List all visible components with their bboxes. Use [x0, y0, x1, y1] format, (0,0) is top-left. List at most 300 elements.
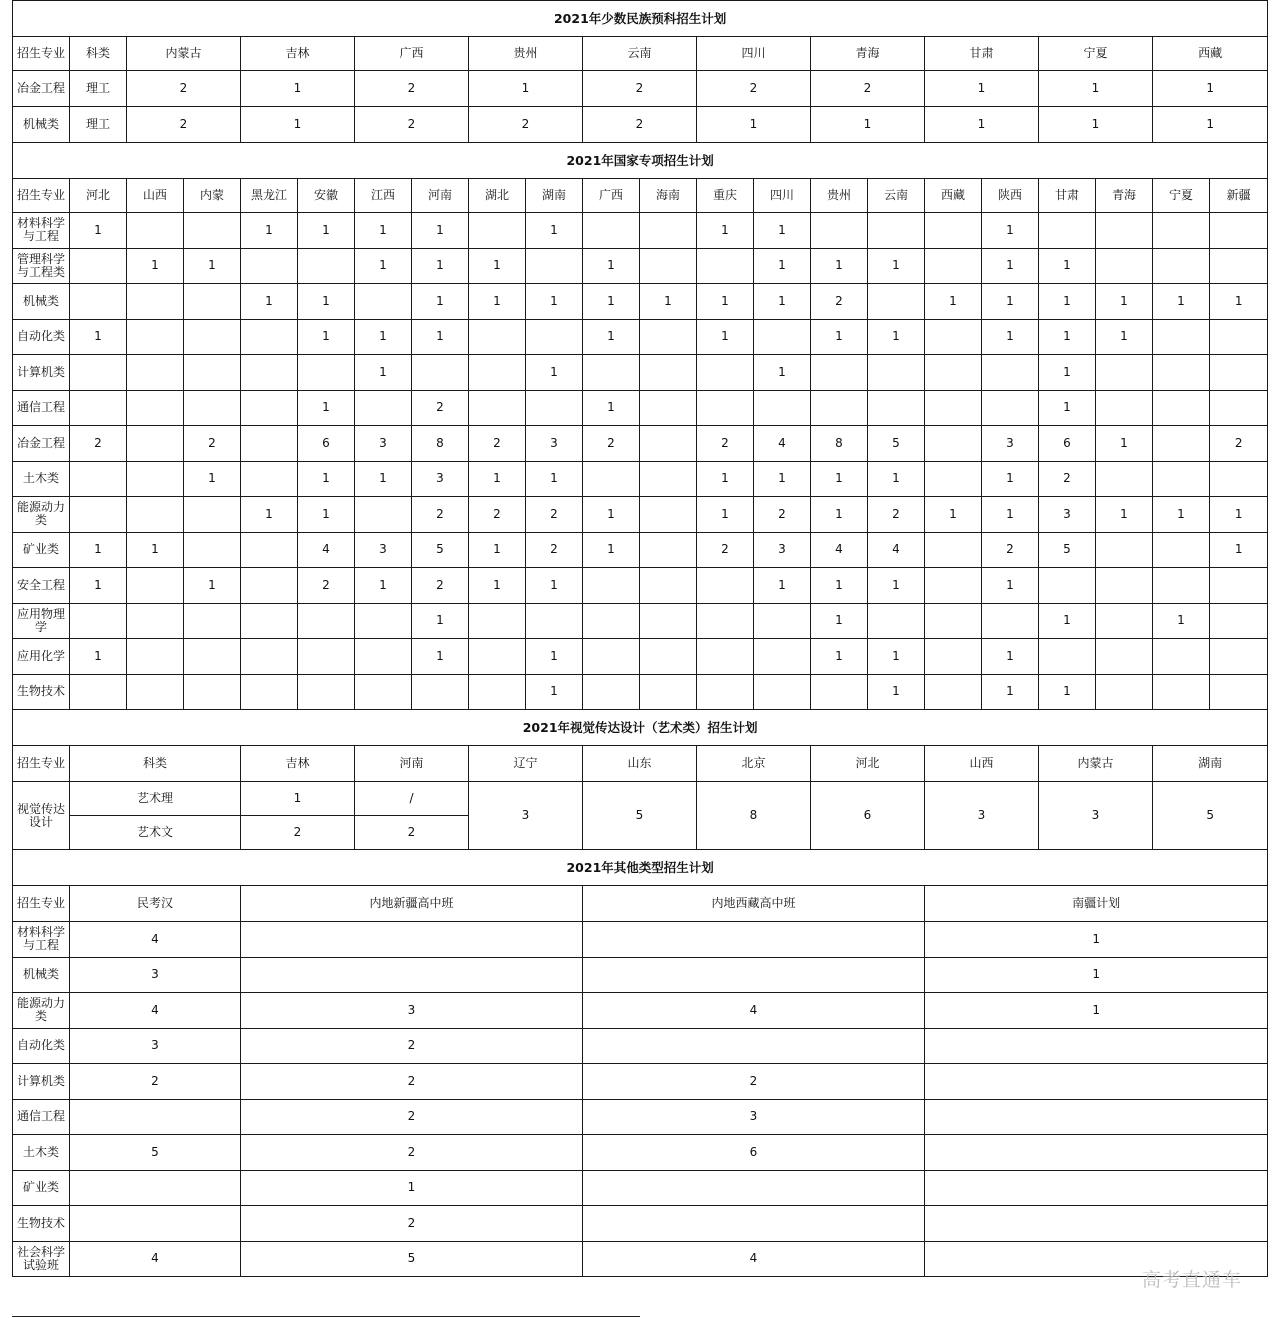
value-cell: 2 [241, 816, 355, 850]
value-cell: 1 [355, 461, 412, 497]
header-cell: 云南 [868, 179, 925, 213]
value-cell: 1 [811, 319, 868, 355]
value-cell [1153, 355, 1210, 391]
value-cell [1096, 390, 1153, 426]
value-cell [811, 355, 868, 391]
value-cell [412, 674, 469, 710]
table-body [13, 1, 1268, 1277]
table-row [13, 993, 1268, 1029]
value-cell [70, 1206, 241, 1242]
header-cell: 内蒙古 [127, 37, 241, 71]
value-cell: 8 [412, 426, 469, 462]
table-row [13, 248, 1268, 284]
value-cell: 2 [184, 426, 241, 462]
merged-value-cell: 8 [697, 782, 811, 850]
header-cell: 四川 [697, 37, 811, 71]
value-cell: 1 [982, 639, 1039, 675]
value-cell: 2 [982, 532, 1039, 568]
value-cell: 1 [982, 568, 1039, 604]
value-cell: 3 [754, 532, 811, 568]
value-cell: 2 [412, 390, 469, 426]
value-cell [1153, 568, 1210, 604]
major-cell: 矿业类 [13, 1170, 70, 1206]
value-cell [1153, 248, 1210, 284]
value-cell: 1 [1039, 603, 1096, 639]
value-cell: 4 [298, 532, 355, 568]
value-cell: 1 [697, 107, 811, 143]
value-cell: 2 [241, 1206, 583, 1242]
header-cell: 河北 [811, 746, 925, 782]
value-cell [1096, 639, 1153, 675]
value-cell: 2 [583, 1064, 925, 1100]
kelei-cell: 艺术理 [70, 782, 241, 816]
value-cell [1096, 461, 1153, 497]
header-cell: 河北 [70, 179, 127, 213]
value-cell [127, 284, 184, 320]
value-cell: 1 [754, 284, 811, 320]
merged-value-cell: 3 [925, 782, 1039, 850]
header-cell: 科类 [70, 746, 241, 782]
value-cell: 1 [526, 639, 583, 675]
value-cell: 3 [355, 426, 412, 462]
value-cell: 2 [868, 497, 925, 533]
value-cell: 1 [640, 284, 697, 320]
value-cell: 3 [1039, 497, 1096, 533]
value-cell [583, 603, 640, 639]
value-cell [127, 639, 184, 675]
value-cell: 1 [355, 355, 412, 391]
value-cell: 1 [298, 390, 355, 426]
value-cell: 1 [355, 248, 412, 284]
value-cell: 2 [697, 532, 754, 568]
header-cell: 安徽 [298, 179, 355, 213]
value-cell: 1 [241, 1170, 583, 1206]
value-cell: 1 [811, 603, 868, 639]
value-cell [1096, 248, 1153, 284]
table-row [13, 1206, 1268, 1242]
value-cell: 2 [1210, 426, 1268, 462]
value-cell: 3 [70, 1028, 241, 1064]
value-cell [754, 319, 811, 355]
value-cell [184, 603, 241, 639]
value-cell: 1 [697, 461, 754, 497]
merged-value-cell: 6 [811, 782, 925, 850]
value-cell [184, 213, 241, 249]
value-cell [469, 603, 526, 639]
admission-plan-page [12, 0, 1267, 1277]
value-cell: 1 [982, 497, 1039, 533]
major-cell: 能源动力类 [13, 497, 70, 533]
value-cell [127, 213, 184, 249]
value-cell [1210, 248, 1268, 284]
value-cell: 理工 [70, 107, 127, 143]
value-cell: 1 [70, 532, 127, 568]
value-cell: 2 [469, 107, 583, 143]
value-cell: 2 [697, 426, 754, 462]
value-cell [1153, 532, 1210, 568]
value-cell [925, 461, 982, 497]
value-cell [1153, 639, 1210, 675]
value-cell [1153, 390, 1210, 426]
value-cell [241, 461, 298, 497]
value-cell [1210, 319, 1268, 355]
value-cell: 1 [1096, 319, 1153, 355]
value-cell: 1 [697, 284, 754, 320]
value-cell [127, 674, 184, 710]
major-cell: 计算机类 [13, 1064, 70, 1100]
value-cell [127, 603, 184, 639]
header-row [13, 746, 1268, 782]
header-row [13, 37, 1268, 71]
value-cell [925, 1170, 1268, 1206]
header-cell: 青海 [811, 37, 925, 71]
value-cell: 4 [70, 1241, 241, 1277]
value-cell [868, 355, 925, 391]
merged-value-cell: 5 [583, 782, 697, 850]
value-cell: 1 [583, 248, 640, 284]
value-cell [925, 1028, 1268, 1064]
value-cell: 1 [697, 319, 754, 355]
value-cell: 4 [811, 532, 868, 568]
value-cell: 1 [526, 674, 583, 710]
value-cell: 1 [868, 461, 925, 497]
header-cell: 贵州 [811, 179, 868, 213]
value-cell [640, 497, 697, 533]
value-cell: 1 [469, 71, 583, 107]
value-cell [469, 639, 526, 675]
value-cell: 1 [526, 284, 583, 320]
value-cell [70, 1170, 241, 1206]
value-cell [754, 674, 811, 710]
value-cell [298, 603, 355, 639]
value-cell: 1 [925, 957, 1268, 993]
header-cell: 山东 [583, 746, 697, 782]
value-cell [184, 284, 241, 320]
table-row [13, 1170, 1268, 1206]
table-row [13, 213, 1268, 249]
value-cell: 1 [811, 497, 868, 533]
value-cell: 1 [241, 497, 298, 533]
value-cell: 1 [412, 248, 469, 284]
value-cell [1153, 674, 1210, 710]
value-cell [298, 355, 355, 391]
value-cell [184, 674, 241, 710]
value-cell: 1 [241, 782, 355, 816]
header-cell: 黑龙江 [241, 179, 298, 213]
value-cell [925, 1206, 1268, 1242]
value-cell: 1 [469, 568, 526, 604]
value-cell: 1 [925, 107, 1039, 143]
value-cell [640, 319, 697, 355]
value-cell: 1 [1153, 71, 1268, 107]
table-row [13, 674, 1268, 710]
value-cell: 2 [754, 497, 811, 533]
value-cell: 2 [355, 816, 469, 850]
section-title-row [13, 1, 1268, 37]
value-cell [1210, 603, 1268, 639]
value-cell [70, 1099, 241, 1135]
value-cell [925, 248, 982, 284]
value-cell [583, 355, 640, 391]
value-cell: 1 [526, 461, 583, 497]
value-cell: 1 [355, 213, 412, 249]
value-cell: 1 [1153, 284, 1210, 320]
value-cell: 1 [1210, 284, 1268, 320]
value-cell [241, 355, 298, 391]
value-cell: 2 [1039, 461, 1096, 497]
value-cell [127, 319, 184, 355]
value-cell: 1 [127, 532, 184, 568]
major-cell: 生物技术 [13, 1206, 70, 1242]
header-cell: 吉林 [241, 37, 355, 71]
value-cell [355, 284, 412, 320]
value-cell: 5 [70, 1135, 241, 1171]
value-cell: 1 [526, 355, 583, 391]
value-cell [754, 390, 811, 426]
table-row [13, 1241, 1268, 1277]
value-cell: 1 [298, 461, 355, 497]
header-cell: 科类 [70, 37, 127, 71]
major-cell: 能源动力类 [13, 993, 70, 1029]
value-cell [640, 248, 697, 284]
value-cell: 5 [868, 426, 925, 462]
value-cell [697, 390, 754, 426]
header-cell: 陕西 [982, 179, 1039, 213]
value-cell: 2 [412, 568, 469, 604]
value-cell: 1 [697, 213, 754, 249]
value-cell: 1 [811, 248, 868, 284]
value-cell [868, 213, 925, 249]
value-cell [925, 355, 982, 391]
value-cell [925, 1135, 1268, 1171]
table-row [13, 1099, 1268, 1135]
value-cell: 1 [754, 213, 811, 249]
table-row [13, 426, 1268, 462]
header-cell: 甘肃 [1039, 179, 1096, 213]
table-row [13, 957, 1268, 993]
value-cell: 1 [412, 639, 469, 675]
section-title: 2021年少数民族预科招生计划 [13, 1, 1268, 37]
value-cell: 1 [982, 319, 1039, 355]
header-cell: 招生专业 [13, 37, 70, 71]
value-cell: 1 [925, 993, 1268, 1029]
header-cell: 河南 [355, 746, 469, 782]
kelei-cell: 艺术文 [70, 816, 241, 850]
header-cell: 山西 [127, 179, 184, 213]
value-cell: 1 [70, 213, 127, 249]
table-row [13, 71, 1268, 107]
value-cell [298, 674, 355, 710]
value-cell [583, 957, 925, 993]
value-cell [583, 1206, 925, 1242]
value-cell [1210, 355, 1268, 391]
value-cell [583, 1170, 925, 1206]
value-cell: 1 [982, 461, 1039, 497]
header-cell: 西藏 [1153, 37, 1268, 71]
value-cell [1210, 461, 1268, 497]
value-cell: 5 [1039, 532, 1096, 568]
value-cell: 1 [1096, 284, 1153, 320]
header-cell: 西藏 [925, 179, 982, 213]
value-cell [925, 213, 982, 249]
major-cell: 视觉传达设计 [13, 782, 70, 850]
value-cell: 1 [526, 568, 583, 604]
header-cell: 招生专业 [13, 886, 70, 922]
value-cell [1039, 639, 1096, 675]
value-cell: 2 [469, 426, 526, 462]
value-cell [526, 319, 583, 355]
section-title-row [13, 143, 1268, 179]
value-cell [1096, 568, 1153, 604]
value-cell: 4 [583, 1241, 925, 1277]
value-cell [1096, 355, 1153, 391]
value-cell: 1 [925, 71, 1039, 107]
value-cell: 1 [469, 248, 526, 284]
value-cell: 2 [697, 71, 811, 107]
value-cell [925, 1064, 1268, 1100]
value-cell [811, 390, 868, 426]
value-cell: 1 [583, 497, 640, 533]
value-cell [1210, 674, 1268, 710]
header-cell: 宁夏 [1039, 37, 1153, 71]
value-cell [583, 922, 925, 958]
value-cell: 1 [1210, 532, 1268, 568]
header-cell: 山西 [925, 746, 1039, 782]
value-cell: 1 [241, 107, 355, 143]
header-cell: 湖南 [1153, 746, 1268, 782]
header-row [13, 179, 1268, 213]
value-cell [241, 568, 298, 604]
value-cell: 1 [811, 461, 868, 497]
header-cell: 内地西藏高中班 [583, 886, 925, 922]
value-cell [640, 674, 697, 710]
value-cell: 2 [70, 1064, 241, 1100]
value-cell: 2 [241, 1064, 583, 1100]
major-cell: 机械类 [13, 957, 70, 993]
value-cell: 1 [925, 284, 982, 320]
major-cell: 机械类 [13, 284, 70, 320]
value-cell [469, 213, 526, 249]
header-cell: 湖北 [469, 179, 526, 213]
value-cell [469, 319, 526, 355]
value-cell: 2 [583, 107, 697, 143]
value-cell [697, 639, 754, 675]
value-cell [469, 674, 526, 710]
value-cell: 2 [127, 71, 241, 107]
value-cell: 1 [754, 248, 811, 284]
value-cell [640, 213, 697, 249]
value-cell: 1 [355, 319, 412, 355]
value-cell: 1 [184, 568, 241, 604]
value-cell: 1 [412, 603, 469, 639]
value-cell: 1 [1039, 390, 1096, 426]
table-row [13, 1135, 1268, 1171]
major-cell: 土木类 [13, 1135, 70, 1171]
value-cell [1153, 461, 1210, 497]
value-cell [925, 426, 982, 462]
value-cell: 1 [868, 248, 925, 284]
value-cell: 1 [127, 248, 184, 284]
table-row [13, 319, 1268, 355]
value-cell: 4 [583, 993, 925, 1029]
value-cell: 3 [412, 461, 469, 497]
value-cell: 1 [1039, 319, 1096, 355]
value-cell: 1 [412, 319, 469, 355]
value-cell: 1 [241, 213, 298, 249]
value-cell [355, 674, 412, 710]
value-cell [241, 603, 298, 639]
value-cell: 1 [982, 213, 1039, 249]
value-cell [583, 1028, 925, 1064]
value-cell: 1 [469, 461, 526, 497]
value-cell [925, 319, 982, 355]
value-cell [925, 532, 982, 568]
value-cell [355, 497, 412, 533]
value-cell: 1 [982, 674, 1039, 710]
major-cell: 通信工程 [13, 390, 70, 426]
value-cell [241, 248, 298, 284]
major-cell: 应用化学 [13, 639, 70, 675]
value-cell: 4 [70, 922, 241, 958]
value-cell [640, 390, 697, 426]
value-cell [1096, 674, 1153, 710]
value-cell [640, 603, 697, 639]
value-cell [127, 390, 184, 426]
table-row [13, 284, 1268, 320]
value-cell [1210, 568, 1268, 604]
value-cell: 1 [1210, 497, 1268, 533]
value-cell [1210, 390, 1268, 426]
value-cell [184, 532, 241, 568]
value-cell [184, 355, 241, 391]
value-cell: 1 [298, 319, 355, 355]
value-cell: 2 [127, 107, 241, 143]
value-cell [1153, 213, 1210, 249]
value-cell [583, 639, 640, 675]
value-cell: 1 [184, 248, 241, 284]
value-cell: 1 [1153, 497, 1210, 533]
value-cell: 1 [70, 639, 127, 675]
major-cell: 机械类 [13, 107, 70, 143]
value-cell [811, 674, 868, 710]
value-cell [355, 390, 412, 426]
value-cell [412, 355, 469, 391]
table-row [13, 497, 1268, 533]
value-cell: 2 [583, 426, 640, 462]
value-cell [811, 213, 868, 249]
section-title: 2021年视觉传达设计（艺术类）招生计划 [13, 710, 1268, 746]
value-cell [70, 248, 127, 284]
major-cell: 土木类 [13, 461, 70, 497]
value-cell [127, 426, 184, 462]
header-cell: 招生专业 [13, 746, 70, 782]
section-title: 2021年其他类型招生计划 [13, 850, 1268, 886]
value-cell: 8 [811, 426, 868, 462]
value-cell [127, 497, 184, 533]
value-cell: 1 [355, 568, 412, 604]
major-cell: 计算机类 [13, 355, 70, 391]
admission-plan-table [12, 0, 1268, 1277]
header-cell: 重庆 [697, 179, 754, 213]
value-cell: 3 [70, 957, 241, 993]
value-cell: 1 [70, 568, 127, 604]
value-cell [127, 568, 184, 604]
major-cell: 矿业类 [13, 532, 70, 568]
value-cell: 1 [1153, 107, 1268, 143]
value-cell: 1 [925, 497, 982, 533]
value-cell: 3 [241, 993, 583, 1029]
value-cell [184, 639, 241, 675]
